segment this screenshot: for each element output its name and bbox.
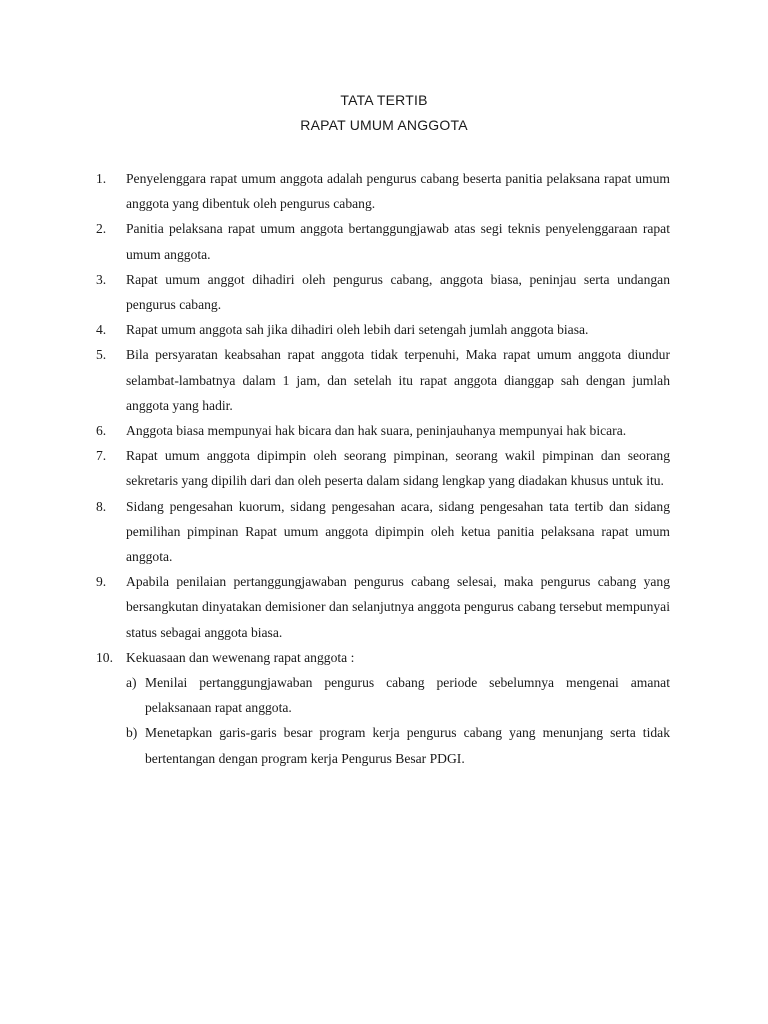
rule-number: 9.: [96, 574, 107, 590]
rule-text: Anggota biasa mempunyai hak bicara dan hak suara, peninjauhanya mempunyai hak bicara.: [126, 423, 627, 439]
rule-number: 7.: [96, 448, 107, 464]
rule-text: Rapat umum anggota dipimpin oleh seorang pimpinan, seorang wakil pimpinan dan seorang sekretaris yang dipilih dari dan oleh peserta dalam sidang lengkap yang diadakan khusus untuk itu.: [126, 448, 670, 489]
rule-number: 8.: [96, 498, 107, 514]
rule-item: [96, 317, 670, 342]
rule-item: [96, 216, 670, 266]
rule-number: 4.: [96, 322, 107, 338]
subitem-text: Menilai pertanggungjawaban pengurus cabang periode sebelumnya mengenai amanat pelaksanaan rapat anggota.: [145, 675, 670, 716]
rule-item: [96, 443, 670, 493]
subitem-letter: b): [126, 725, 138, 741]
rule-number: 2.: [96, 221, 107, 237]
rule-text: Apabila penilaian pertanggungjawaban pengurus cabang selesai, maka pengurus cabang yang bersangkutan dinyatakan demisioner dan selanjutnya anggota pengurus cabang tersebut mempunyai status sebagai anggota biasa.: [126, 574, 670, 640]
rule-text: Bila persyaratan keabsahan rapat anggota tidak terpenuhi, Maka rapat umum anggota diundur selambat-lambatnya dalam 1 jam, dan setelah itu rapat anggota dianggap sah dengan jumlah anggota yang hadir.: [126, 347, 670, 413]
rules-list: [96, 166, 670, 771]
subitem-text: Menetapkan garis-garis besar program kerja pengurus cabang yang menunjang serta tidak bertentangan dengan program kerja Pengurus Besar PDGI.: [145, 725, 670, 766]
rule-text: Penyelenggara rapat umum anggota adalah pengurus cabang beserta panitia pelaksana rapat umum anggota yang dibentuk oleh pengurus cabang.: [126, 171, 670, 212]
authority-subitem: [126, 670, 670, 720]
rule-text: Rapat umum anggot dihadiri oleh pengurus cabang, anggota biasa, peninjau serta undangan pengurus cabang.: [126, 271, 670, 313]
rule-item: [96, 645, 670, 771]
rule-text: Kekuasaan dan wewenang rapat anggota :: [126, 649, 355, 665]
document-title: TATA TERTIB: [340, 92, 428, 108]
rule-item: [96, 418, 670, 443]
rule-text: Rapat umum anggota sah jika dihadiri oleh lebih dari setengah jumlah anggota biasa.: [126, 322, 589, 338]
rule-item: [96, 494, 670, 570]
rule-text: Panitia pelaksana rapat umum anggota bertanggungjawab atas segi teknis penyelenggaraan rapat umum anggota.: [126, 221, 670, 262]
subitem-letter: a): [126, 675, 137, 691]
authority-subitem: [126, 720, 670, 770]
rule-item: [96, 342, 670, 418]
rule-number: 1.: [96, 171, 107, 186]
authority-sublist: [126, 670, 670, 771]
rule-number: 3.: [96, 271, 107, 287]
document-subtitle: RAPAT UMUM ANGGOTA: [300, 117, 468, 133]
rule-number: 6.: [96, 423, 107, 439]
rule-number: 5.: [96, 347, 107, 363]
rule-item: [96, 569, 670, 645]
rule-number: 10.: [96, 649, 113, 665]
rule-item: [96, 166, 670, 216]
rule-item: [96, 267, 670, 317]
rule-text: Sidang pengesahan kuorum, sidang pengesahan acara, sidang pengesahan tata tertib dan sidang pemilihan pimpinan Rapat umum anggota dipimpin oleh ketua panitia pelaksana rapat umum anggota.: [126, 498, 670, 565]
